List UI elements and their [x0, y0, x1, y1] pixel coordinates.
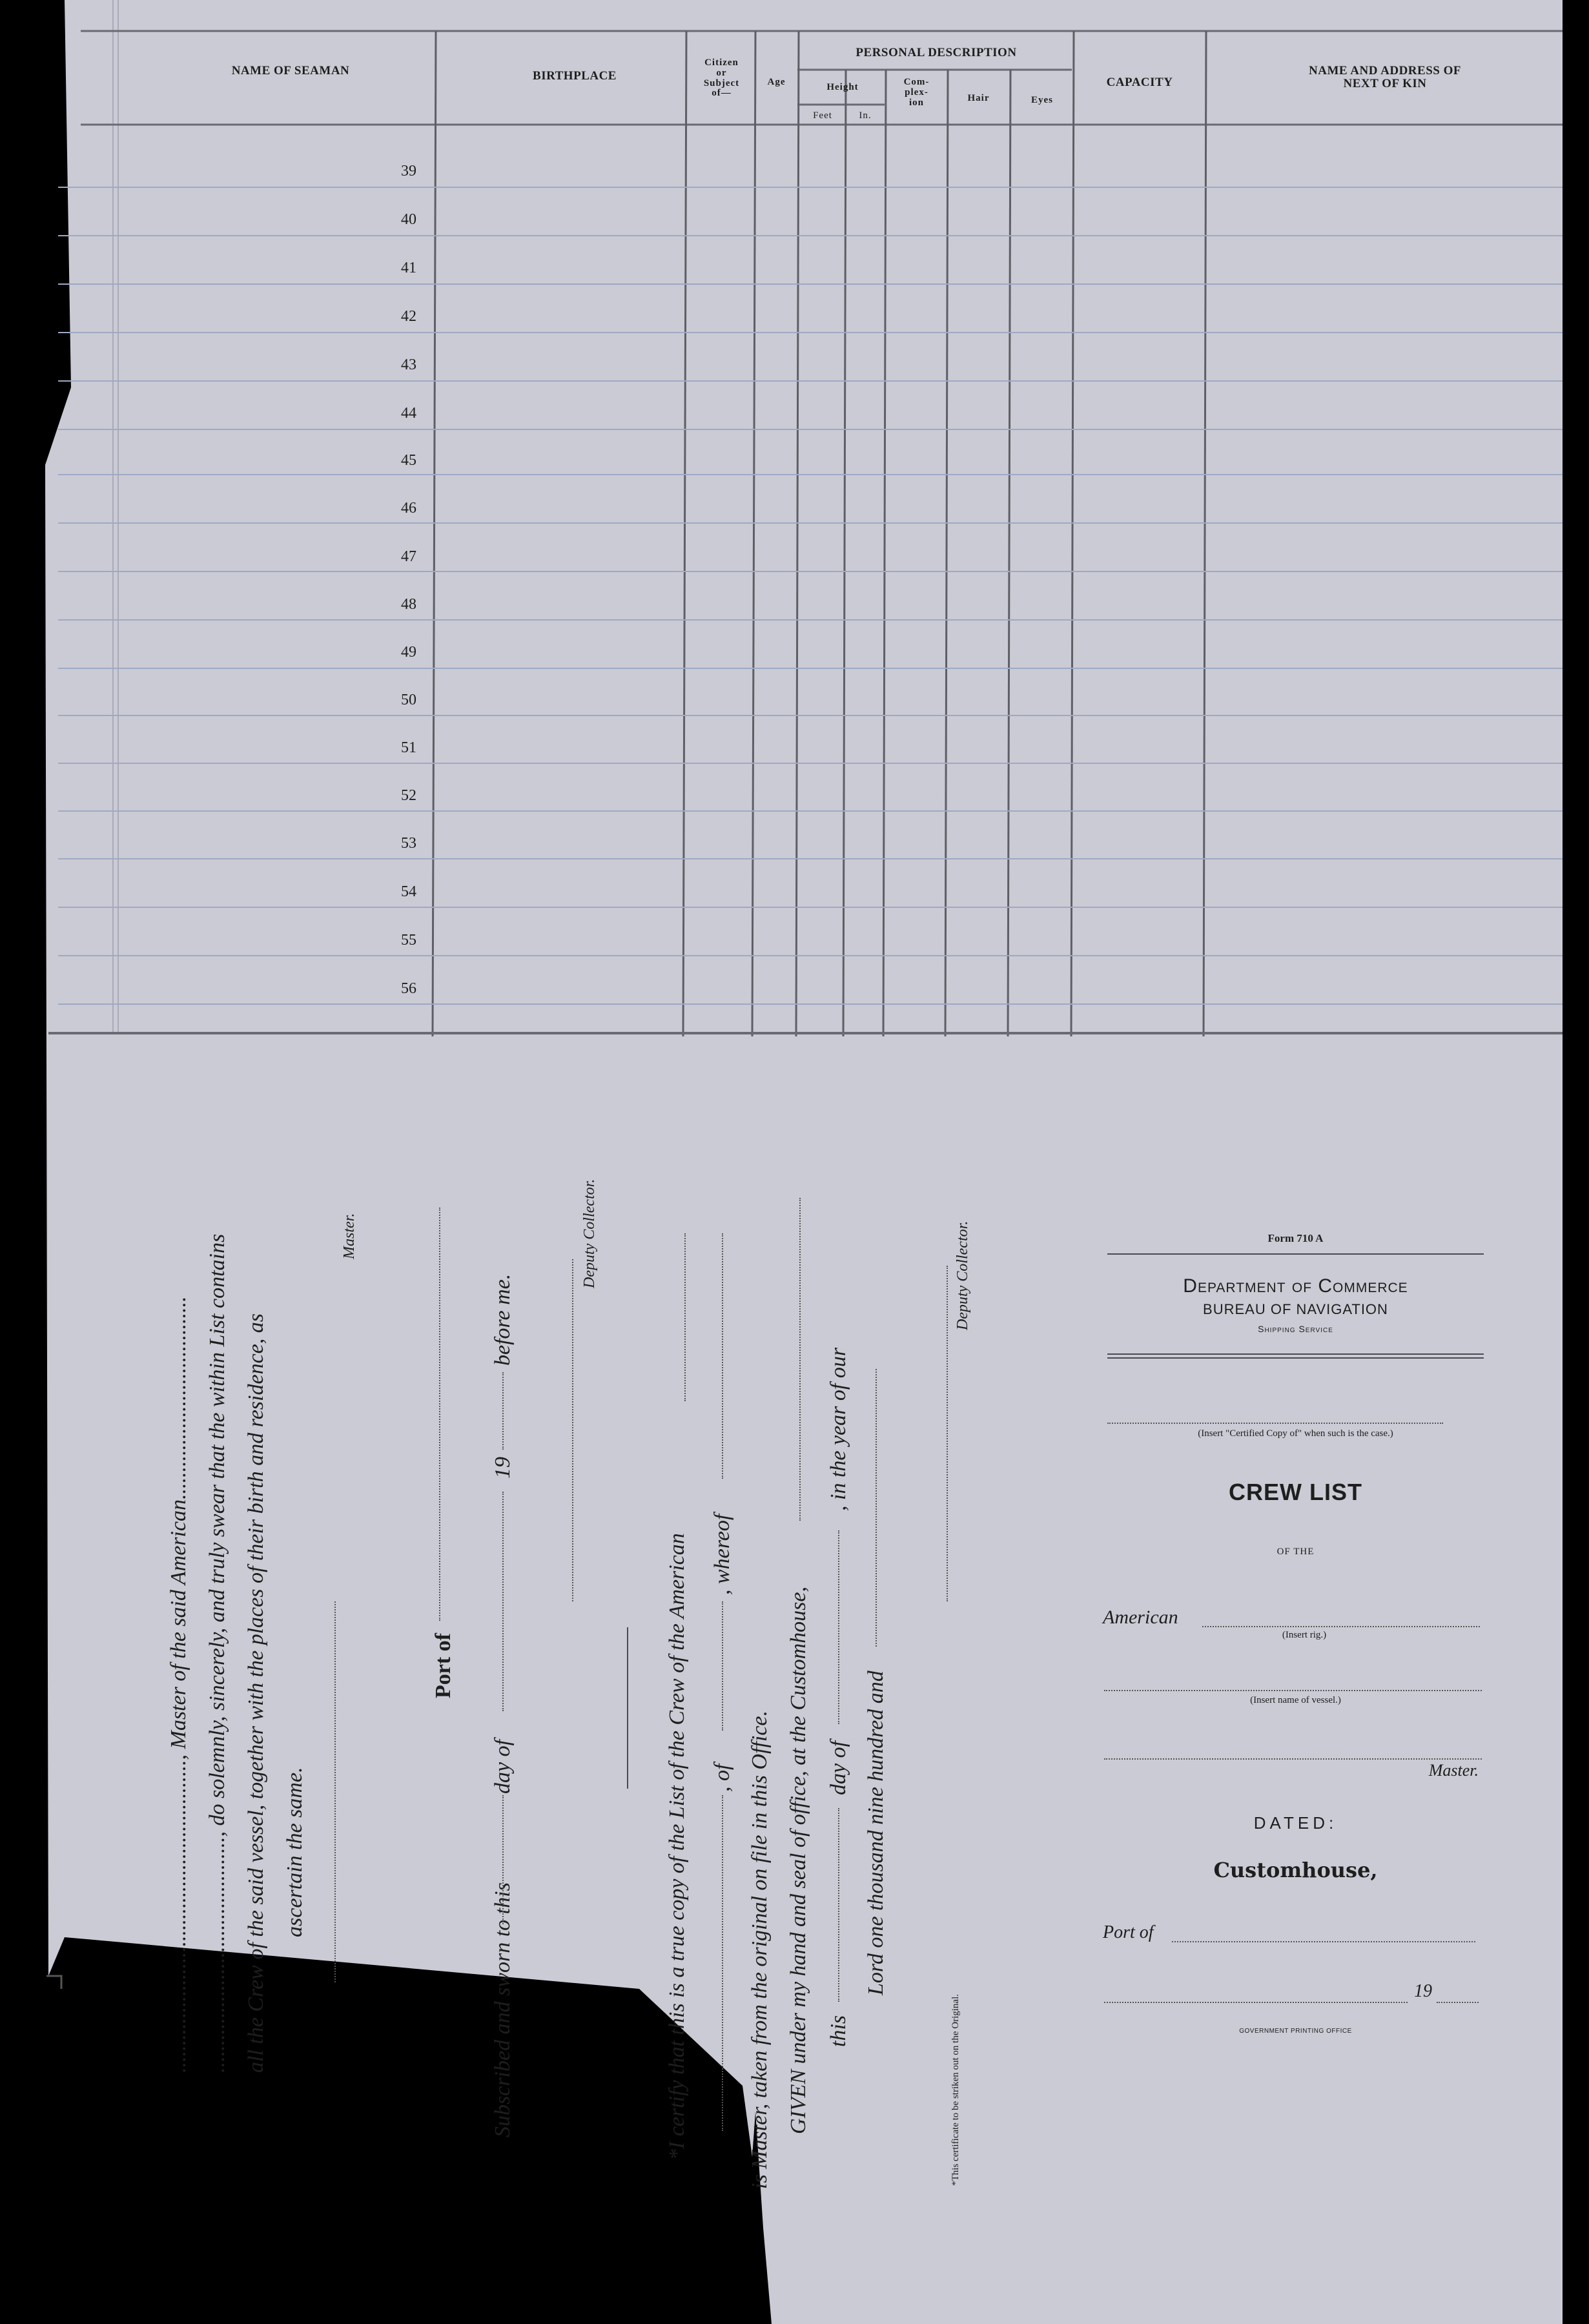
day-of-text: day of [491, 1739, 515, 1794]
header-inches: In. [859, 110, 872, 121]
american-label: American [1103, 1607, 1178, 1628]
row-number: 41 [401, 260, 416, 276]
year-line [502, 1372, 506, 1450]
master-signature-line [334, 1601, 338, 1982]
header-next-of-kin [1207, 65, 1563, 90]
vessel-line [1104, 1690, 1482, 1691]
dated-label: DATED: [1253, 1813, 1338, 1833]
port-line [1172, 1941, 1475, 1942]
certificate-year: , in the year of our [826, 1347, 850, 1511]
customhouse-label: Customhouse, [1213, 1858, 1378, 1882]
cover-year-prefix: 19 [1414, 1981, 1432, 2001]
deputy-signature-line [572, 1259, 576, 1601]
header-citizen-line: or [716, 67, 727, 78]
header-complexion-line: ion [908, 97, 924, 108]
header-capacity: CAPACITY [1106, 76, 1173, 89]
certified-copy-line [1107, 1423, 1443, 1424]
header-next-of-kin-line: NAME AND ADDRESS OF [1309, 64, 1461, 77]
header-citizen-line: of— [712, 88, 732, 99]
date-line [1104, 2002, 1408, 2003]
certificate-this: this [826, 2015, 850, 2047]
cover-master-label: Master. [1428, 1761, 1479, 1780]
header-citizen [688, 58, 755, 99]
certificate-day-of: day of [826, 1740, 850, 1795]
row-number: 45 [401, 452, 416, 469]
master-name-line [722, 1233, 726, 1479]
vessel-name-line [684, 1233, 688, 1401]
certificate-line-4: GIVEN under my hand and seal of office, at the Customhouse, [786, 1586, 810, 2134]
row-number: 40 [401, 211, 416, 228]
master-label: Master. [341, 1213, 358, 1259]
master-line [1104, 1758, 1482, 1760]
row-number: 56 [401, 980, 416, 997]
certified-copy-note: (Insert "Certified Copy of" when such is the case.) [1198, 1428, 1393, 1439]
certificate-footnote: *This certificate to be striken out on the Original. [950, 1994, 961, 2186]
year-line-cert [876, 1369, 879, 1647]
header-name-of-seaman: NAME OF SEAMAN [231, 64, 350, 77]
row-number: 50 [401, 692, 416, 708]
oath-line-4: ascertain the same. [283, 1767, 307, 1937]
header-birthplace: BIRTHPLACE [533, 69, 617, 83]
header-feet: Feet [813, 110, 832, 121]
header-height: Height [826, 82, 859, 92]
insert-rig-note: (Insert rig.) [1282, 1630, 1327, 1640]
of-line [722, 1795, 726, 2131]
insert-vessel-note: (Insert name of vessel.) [1250, 1695, 1341, 1705]
header-complexion-line: plex- [905, 87, 928, 98]
row-number: 42 [401, 308, 416, 325]
header-age: Age [767, 77, 786, 87]
header-eyes: Eyes [1031, 95, 1053, 105]
bureau-title: BUREAU OF NAVIGATION [1203, 1301, 1388, 1317]
row-number: 51 [401, 739, 416, 756]
row-number: 55 [401, 932, 416, 949]
row-number: 53 [401, 835, 416, 852]
port-of-label: Port of [431, 1632, 455, 1698]
header-complexion [886, 77, 947, 108]
row-number: 39 [401, 163, 416, 180]
year-prefix: 19 [491, 1457, 515, 1479]
certificate-line-1: *I certify that this is a true copy of the List of the Crew of the American [665, 1533, 689, 2160]
row-number: 49 [401, 644, 416, 661]
row-number: 48 [401, 596, 416, 613]
port-of-cover-label: Port of [1103, 1922, 1154, 1942]
header-citizen-line: Citizen [704, 57, 739, 68]
form-number: Form 710 A [1267, 1232, 1324, 1244]
row-number: 47 [401, 548, 416, 565]
header-hair: Hair [967, 93, 990, 103]
certificate-of: , of [710, 1764, 734, 1792]
header-citizen-line: Subject [703, 77, 740, 88]
month-line [502, 1492, 506, 1711]
oath-line-3: all the Crew of the said vessel, together with the places of their birth and residence, as [244, 1313, 268, 2073]
subscribed-text: Subscribed and sworn to this [491, 1882, 515, 2137]
certificate-line-6: Lord one thousand nine hundred and [864, 1671, 888, 1995]
row-number: 54 [401, 883, 416, 900]
whereof-gap-line [722, 1601, 726, 1731]
month-line-cert [838, 1530, 842, 1724]
row-number: 52 [401, 787, 416, 804]
certificate-whereof: , whereof [710, 1514, 734, 1595]
crew-list-title: CREW LIST [1229, 1479, 1362, 1505]
year-line-cover [1437, 2002, 1479, 2003]
rig-line [1202, 1626, 1480, 1627]
row-number: 46 [401, 500, 416, 517]
header-complexion-line: Com- [903, 77, 930, 87]
oath-line-1: ........................................................., Master of the said American..................................... [167, 1296, 190, 2073]
day-line [502, 1795, 506, 1924]
printer-imprint: GOVERNMENT PRINTING OFFICE [1239, 2028, 1352, 2035]
header-personal-description: PERSONAL DESCRIPTION [856, 46, 1017, 59]
row-number: 43 [401, 356, 416, 373]
of-the-label: OF THE [1276, 1547, 1315, 1557]
certificate-line-3: is Master, taken from the original on file in this Office. [748, 1710, 772, 2189]
deputy-collector-label: Deputy Collector. [581, 1178, 598, 1288]
before-me-text: before me. [491, 1273, 515, 1366]
deputy-signature-line-cert [947, 1266, 950, 1601]
row-number: 44 [401, 405, 416, 422]
oath-line-2: ..........................................., do solemnly, sincerely, and truly swear that the within List contains [205, 1233, 229, 2073]
header-next-of-kin-line: NEXT OF KIN [1343, 76, 1427, 90]
department-title: Department of Commerce [1183, 1275, 1408, 1297]
certificate-deputy-collector: Deputy Collector. [954, 1220, 971, 1330]
port-of-line [439, 1208, 443, 1621]
day-line-cert [838, 1808, 842, 2002]
service-title: Shipping Service [1258, 1324, 1333, 1334]
customhouse-line [799, 1198, 803, 1521]
